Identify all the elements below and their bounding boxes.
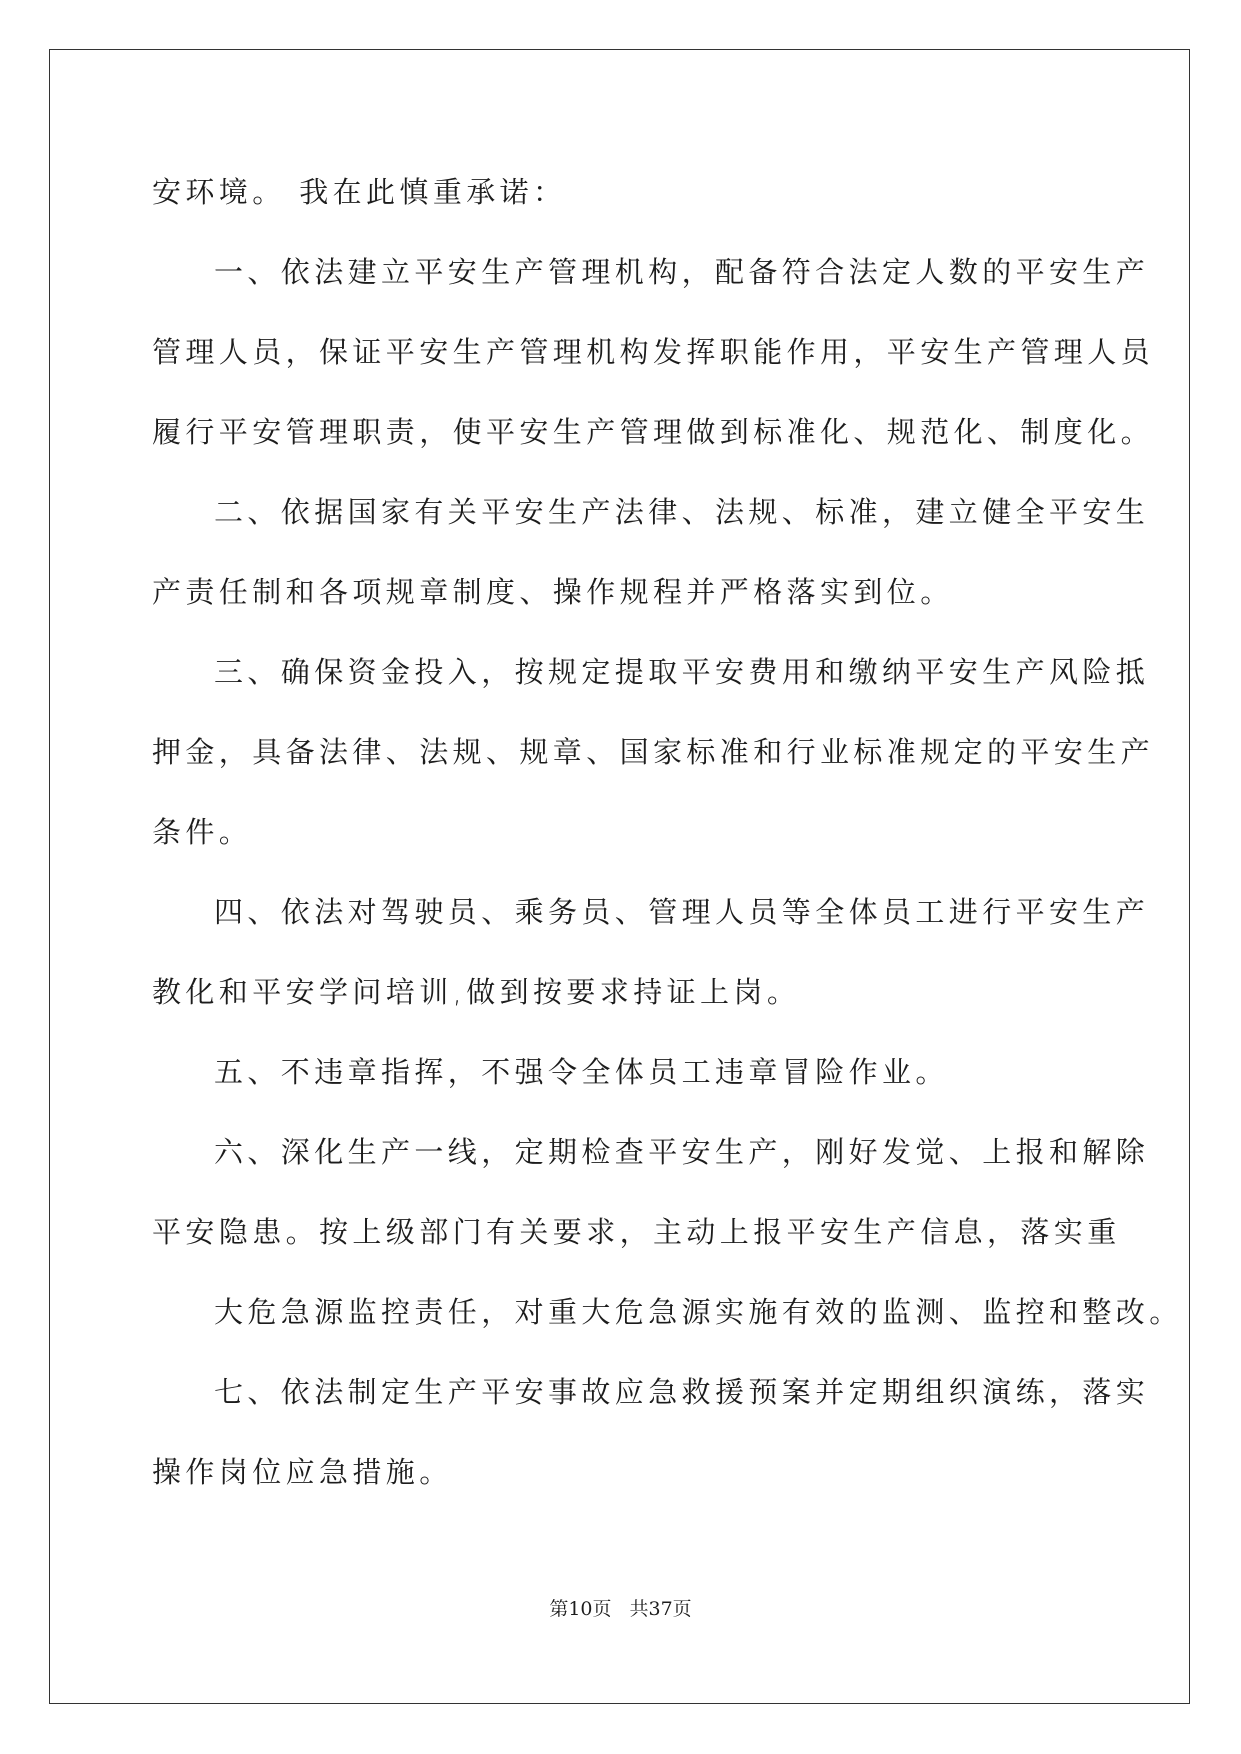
text-line: 押金，具备法律、法规、规章、国家标准和行业标准规定的平安生产 (152, 735, 1155, 769)
page-total: 共37页 (629, 1598, 692, 1620)
page-number: 第10页 (549, 1598, 612, 1620)
text-line: 条件。 (152, 815, 253, 849)
text-line: 四、依法对驾驶员、乘务员、管理人员等全体员工进行平安生产 (214, 895, 1150, 929)
text-line: 履行平安管理职责，使平安生产管理做到标准化、规范化、制度化。 (152, 415, 1155, 449)
page-footer (0, 1594, 1241, 1621)
text-line: 操作岗位应急措施。 (152, 1455, 453, 1489)
text-line: 平安隐患。按上级部门有关要求，主动上报平安生产信息，落实重 (152, 1215, 1121, 1249)
text-line: 三、确保资金投入，按规定提取平安费用和缴纳平安生产风险抵 (214, 655, 1150, 689)
text-line: 二、依据国家有关平安生产法律、法规、标准，建立健全平安生 (214, 495, 1150, 529)
text-line: 七、依法制定生产平安事故应急救援预案并定期组织演练，落实 (214, 1375, 1150, 1409)
text-line: 五、不违章指挥，不强令全体员工违章冒险作业。 (214, 1055, 949, 1089)
text-line: 管理人员，保证平安生产管理机构发挥职能作用，平安生产管理人员 (152, 335, 1155, 369)
text-line: 一、依法建立平安生产管理机构，配备符合法定人数的平安生产 (214, 255, 1150, 289)
text-line: 六、深化生产一线，定期检查平安生产，刚好发觉、上报和解除 (214, 1135, 1150, 1169)
text-line: 安环境。 我在此慎重承诺： (152, 175, 567, 209)
text-line: 大危急源监控责任，对重大危急源实施有效的监测、监控和整改。 (214, 1295, 1183, 1329)
text-line: 教化和平安学问培训,做到按要求持证上岗。 (152, 975, 801, 1009)
text-line: 产责任制和各项规章制度、操作规程并严格落实到位。 (152, 575, 954, 609)
